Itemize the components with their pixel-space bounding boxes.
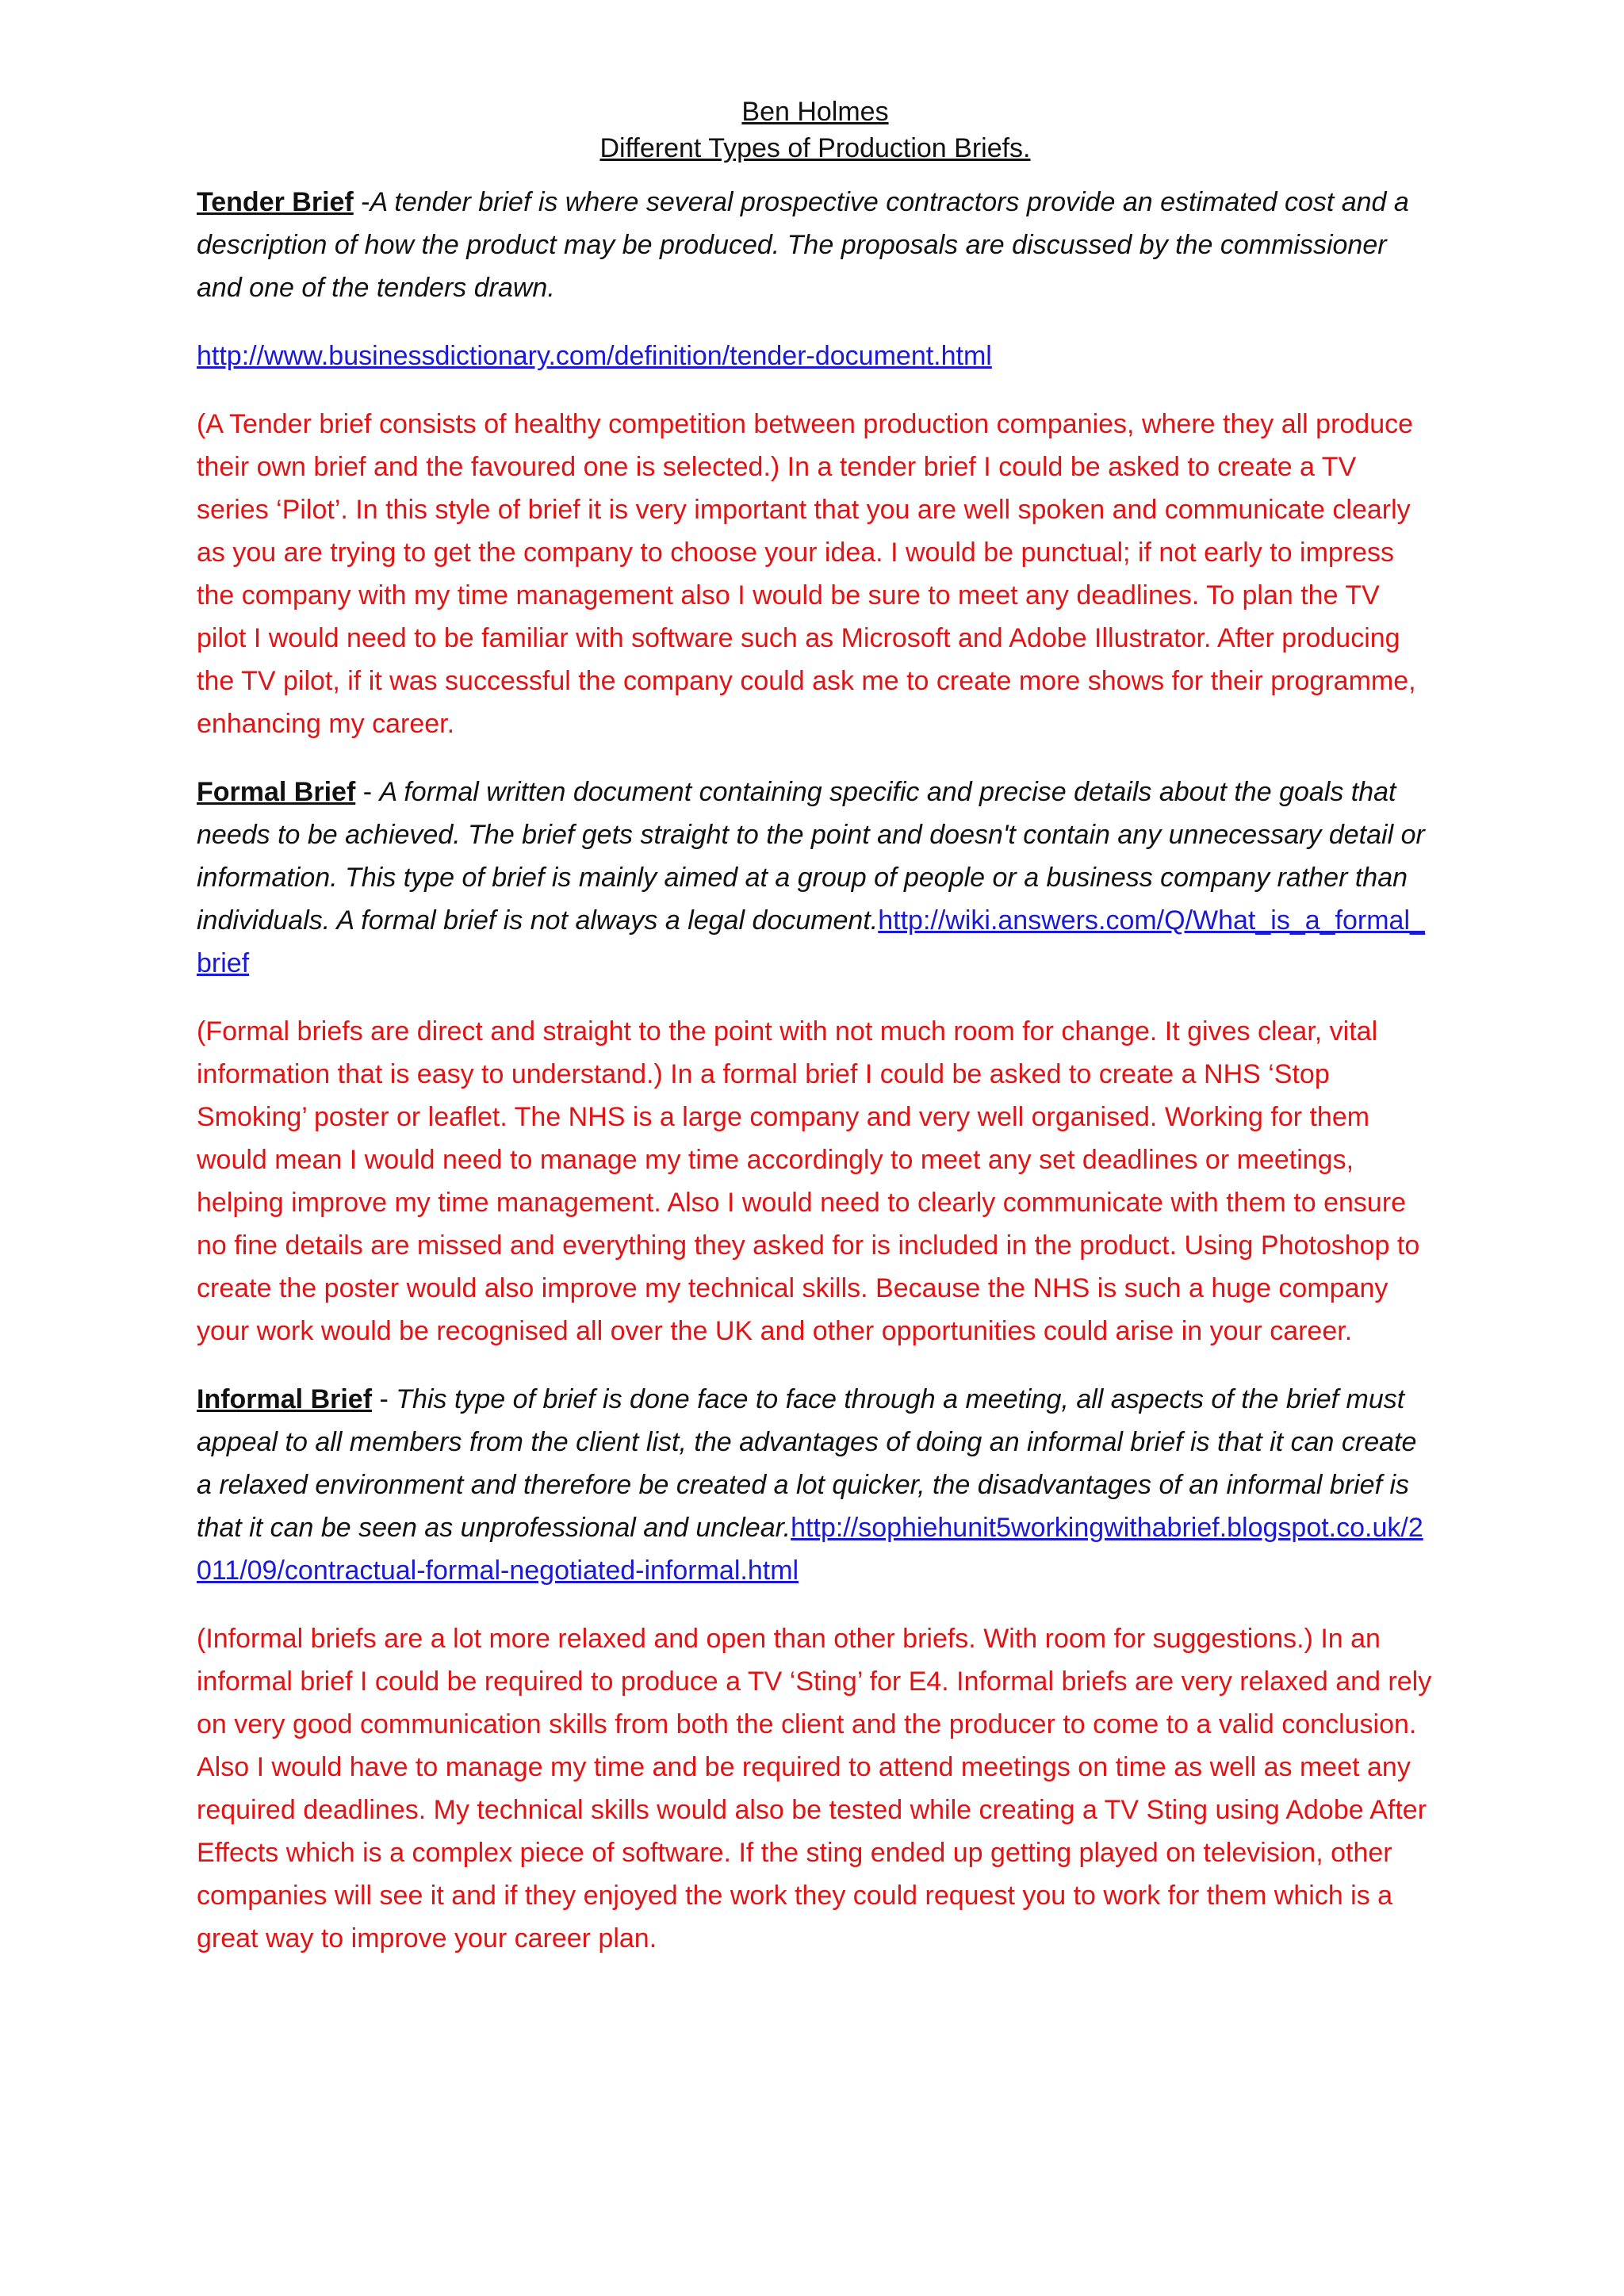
informal-brief-heading: Informal Brief — [197, 1384, 373, 1414]
informal-commentary: (Informal briefs are a lot more relaxed and open than other briefs. With room for suggestions.) In an informal brief I could be required to produce a TV ‘Sting’ for E4. Informal briefs are very relaxed and rely on very good communication skills from both the client and the producer to come to a valid conclusion. Also I would have to manage my time and be required to attend meetings on time as well as meet any required deadlines. My technical skills would also be tested while creating a TV Sting using Adobe After Effects which is a complex piece of software. If the sting ended up getting played on television, other companies will see it and if they enjoyed the work they could request you to work for them which is a great way to improve your career plan. — [197, 1624, 1432, 1954]
author-name: Ben Holmes — [741, 97, 889, 127]
tender-source-link[interactable]: http://www.businessdictionary.com/definition/tender-document.html — [197, 341, 992, 371]
tender-definition-paragraph — [197, 181, 1434, 309]
formal-commentary: (Formal briefs are direct and straight to the point with not much room for change. It gives clear, vital information that is easy to understand.) In a formal brief I could be asked to create a NHS ‘Stop Smoking’ poster or leaflet. The NHS is a large company and very well organised. Working for them would mean I would need to manage my time accordingly to meet any set deadlines or meetings, helping improve my time management. Also I would need to clearly communicate with them to ensure no fine details are missed and everything they asked for is included in the product. Using Photoshop to create the poster would also improve my technical skills. Because the NHS is such a huge company your work would be recognised all over the UK and other opportunities could arise in your career. — [197, 1016, 1420, 1346]
formal-brief-heading: Formal Brief — [197, 777, 356, 807]
informal-separator: - — [372, 1384, 396, 1414]
tender-link-paragraph — [197, 335, 1434, 377]
formal-source-link[interactable]: http://wiki.answers.com/Q/What_is_a_formal_brief — [197, 905, 1425, 978]
tender-brief-heading: Tender Brief — [197, 187, 354, 217]
document-title: Different Types of Production Briefs. — [599, 133, 1031, 163]
document-header — [197, 94, 1434, 166]
formal-definition: A formal written document containing specific and precise details about the goals that needs to be achieved. The brief gets straight to the point and doesn't contain any unnecessary detail or information. This type of brief is mainly aimed at a group of people or a business company rather than individuals. A formal brief is not always a legal document. — [197, 777, 1425, 936]
formal-definition-paragraph — [197, 771, 1434, 985]
document-body — [197, 94, 1434, 1985]
tender-commentary: (A Tender brief consists of healthy competition between production companies, where they all produce their own brief and the favoured one is selected.) In a tender brief I could be asked to create a TV series ‘Pilot’. In this style of brief it is very important that you are well spoken and communicate clearly as you are trying to get the company to choose your idea. I would be punctual; if not early to impress the company with my time management also I would be sure to meet any deadlines. To plan the TV pilot I would need to be familiar with software such as Microsoft and Adobe Illustrator. After producing the TV pilot, if it was successful the company could ask me to create more shows for their programme, enhancing my career. — [197, 409, 1416, 739]
informal-source-link[interactable]: http://sophiehunit5workingwithabrief.blogspot.co.uk/2011/09/contractual-formal-negotiated-informal.html — [197, 1513, 1423, 1586]
tender-definition: A tender brief is where several prospective contractors provide an estimated cost and a description of how the product may be produced. The proposals are discussed by the commissioner and one of the tenders drawn. — [197, 187, 1409, 303]
formal-separator: - — [355, 777, 380, 807]
informal-definition-paragraph — [197, 1378, 1434, 1592]
informal-definition: This type of brief is done face to face through a meeting, all aspects of the brief must appeal to all members from the client list, the advantages of doing an informal brief is that it can create a relaxed environment and therefore be created a lot quicker, the disadvantages of an informal brief is that it can be seen as unprofessional and unclear. — [197, 1384, 1417, 1543]
tender-separator: - — [353, 187, 370, 217]
